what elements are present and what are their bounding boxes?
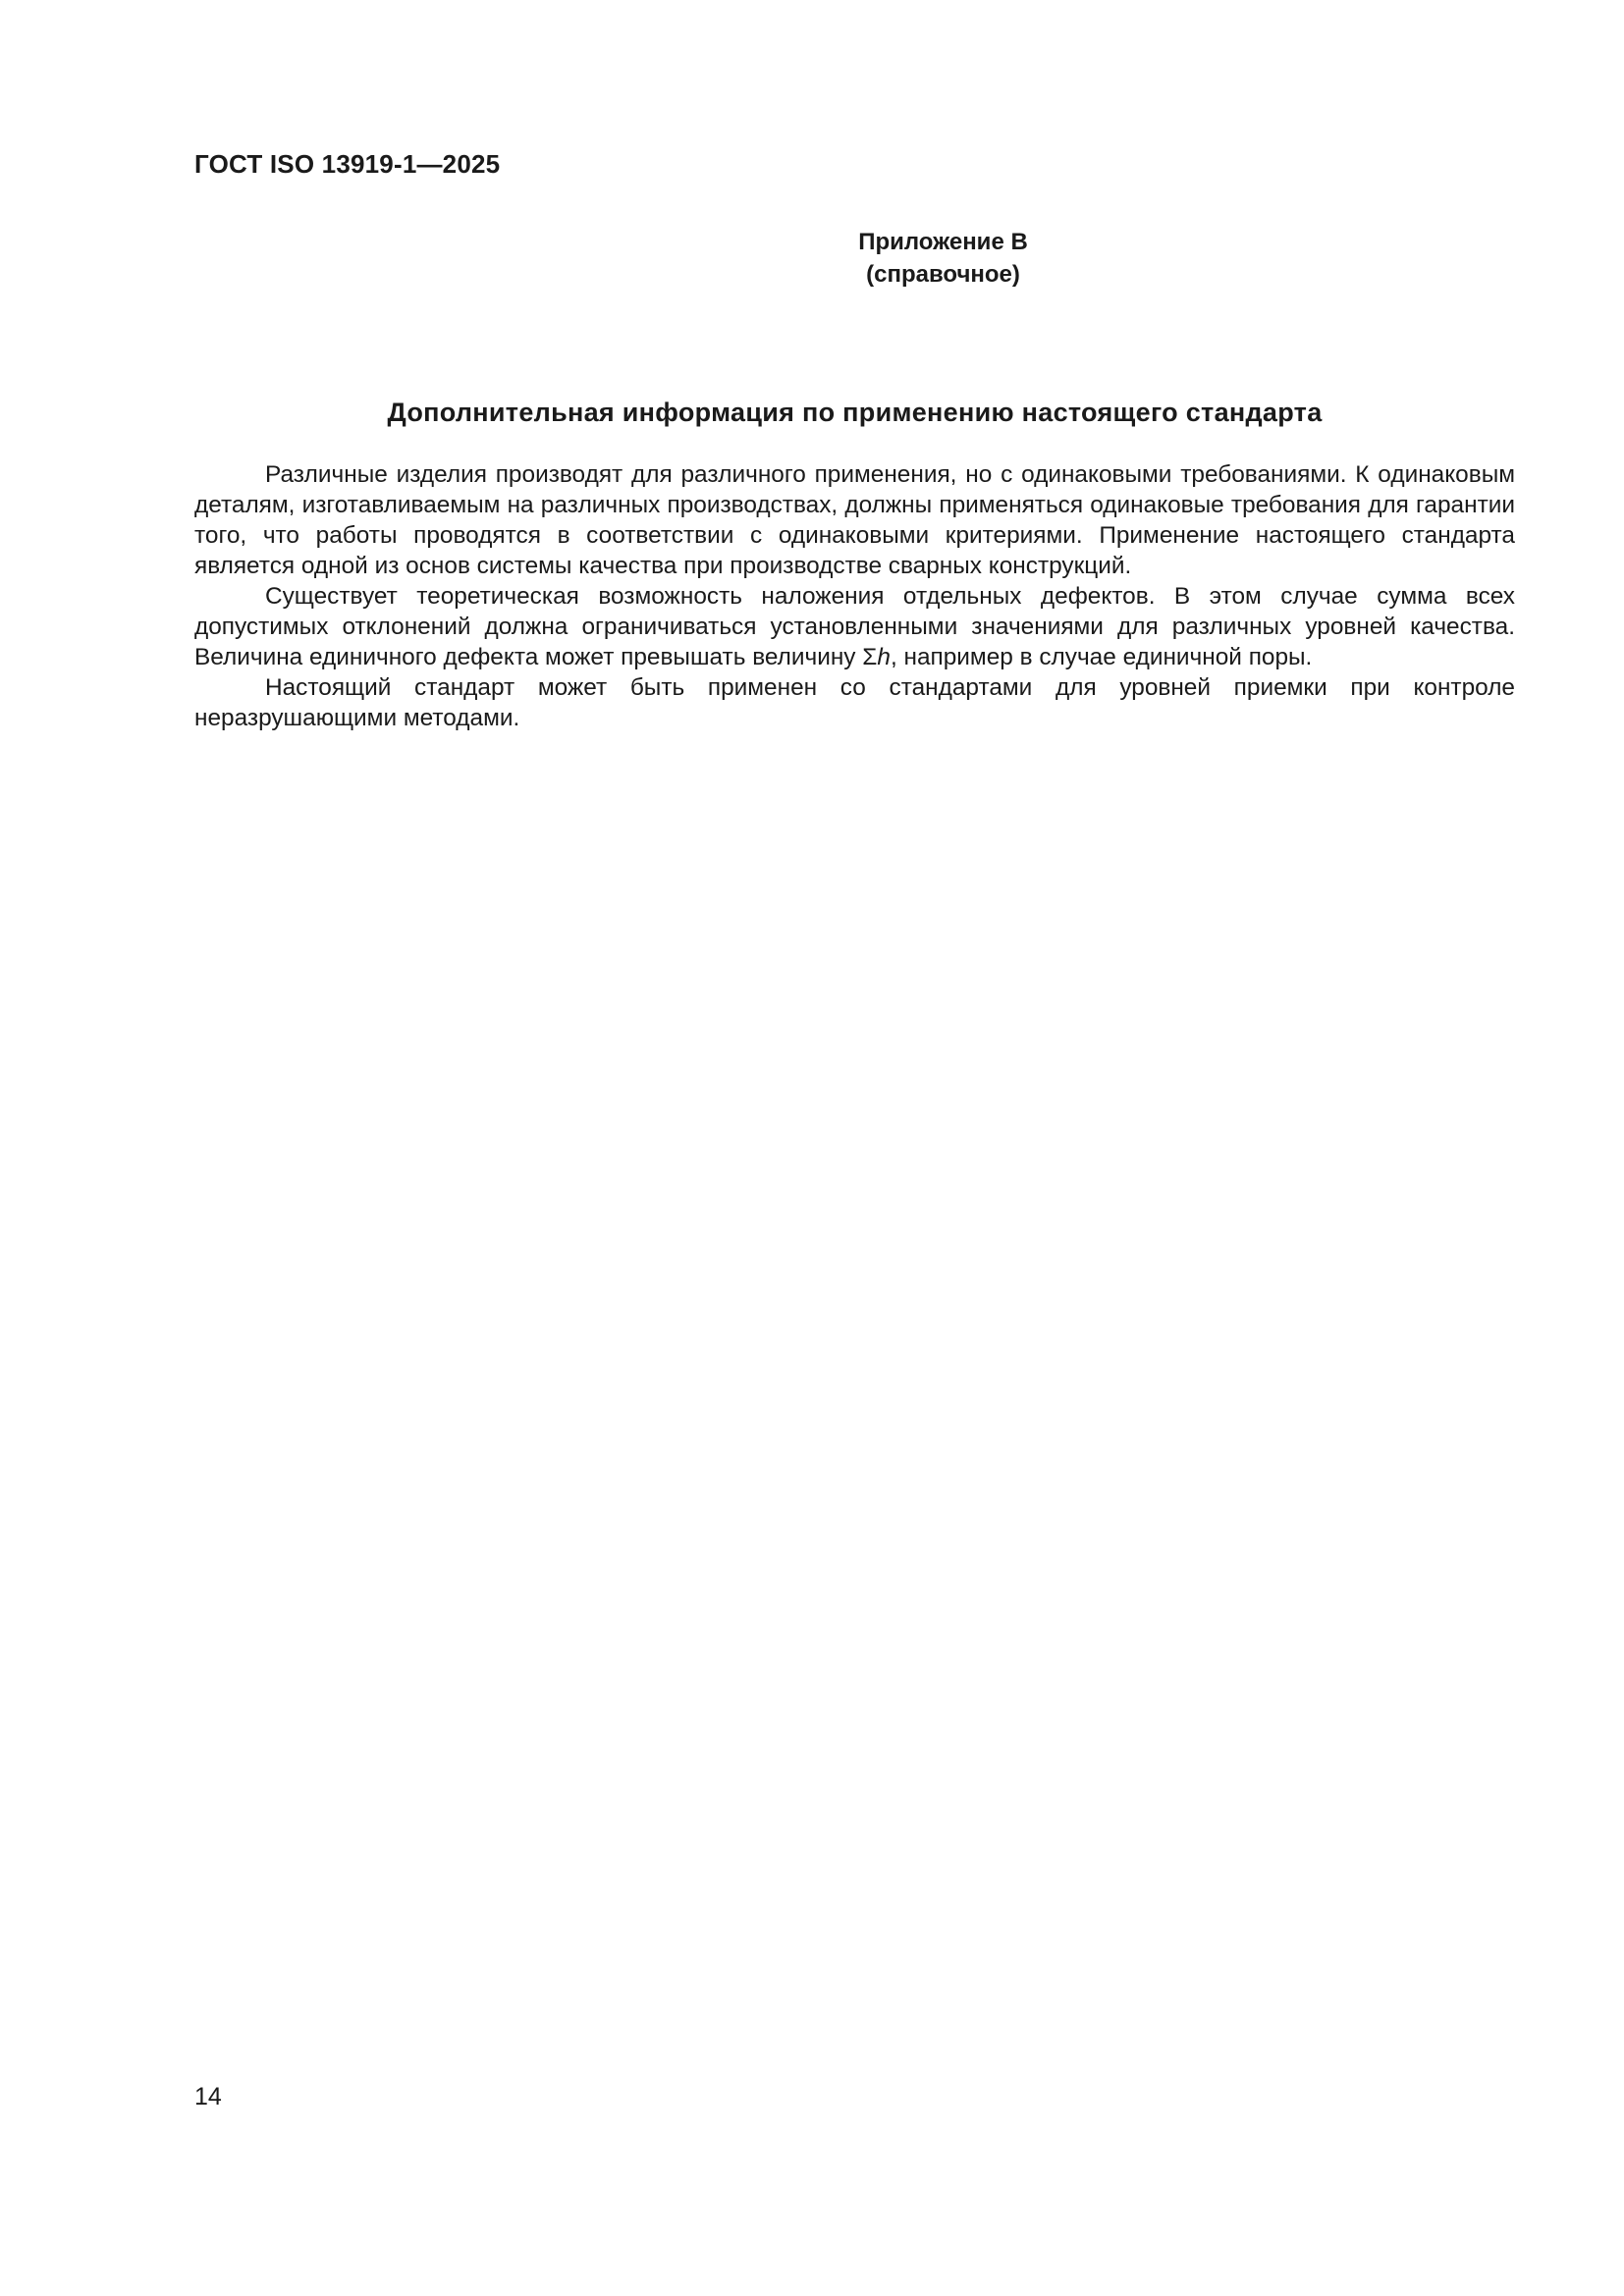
body-text	[194, 459, 1515, 733]
paragraph-2-text-before: Существует теоретическая возможность наложения отдельных дефектов. В этом случае сумма всех допустимых отклонений должна ограничиваться установленными значениями для различных уровней качества. Величина единичного дефекта может превышать величину Σ	[194, 583, 1515, 670]
annex-status: (справочное)	[866, 261, 1020, 288]
page-number: 14	[194, 2083, 222, 2110]
annex-heading	[194, 226, 1515, 291]
document-header: ГОСТ ISO 13919-1—2025	[194, 149, 501, 179]
annex-title: Приложение В	[858, 229, 1028, 255]
paragraph-2-symbol: h	[877, 644, 891, 670]
section-title: Дополнительная информация по применению настоящего стандарта	[387, 398, 1323, 427]
paragraph-3: Настоящий стандарт может быть применен со стандартами для уровней приемки при контроле неразрушающими методами.	[194, 674, 1515, 731]
paragraph-1: Различные изделия производят для различного применения, но с одинаковыми требованиями. К одинаковым деталям, изготавливаемым на различных производствах, должны применяться одинаковые требования для гарантии того, что работы проводятся в соответствии с одинаковыми критериями. Применение настоящего стандарта является одной из основ системы качества при производстве сварных конструкций.	[194, 461, 1515, 579]
paragraph-2	[194, 581, 1515, 672]
paragraph-2-text-after: , например в случае единичной поры.	[890, 644, 1313, 670]
